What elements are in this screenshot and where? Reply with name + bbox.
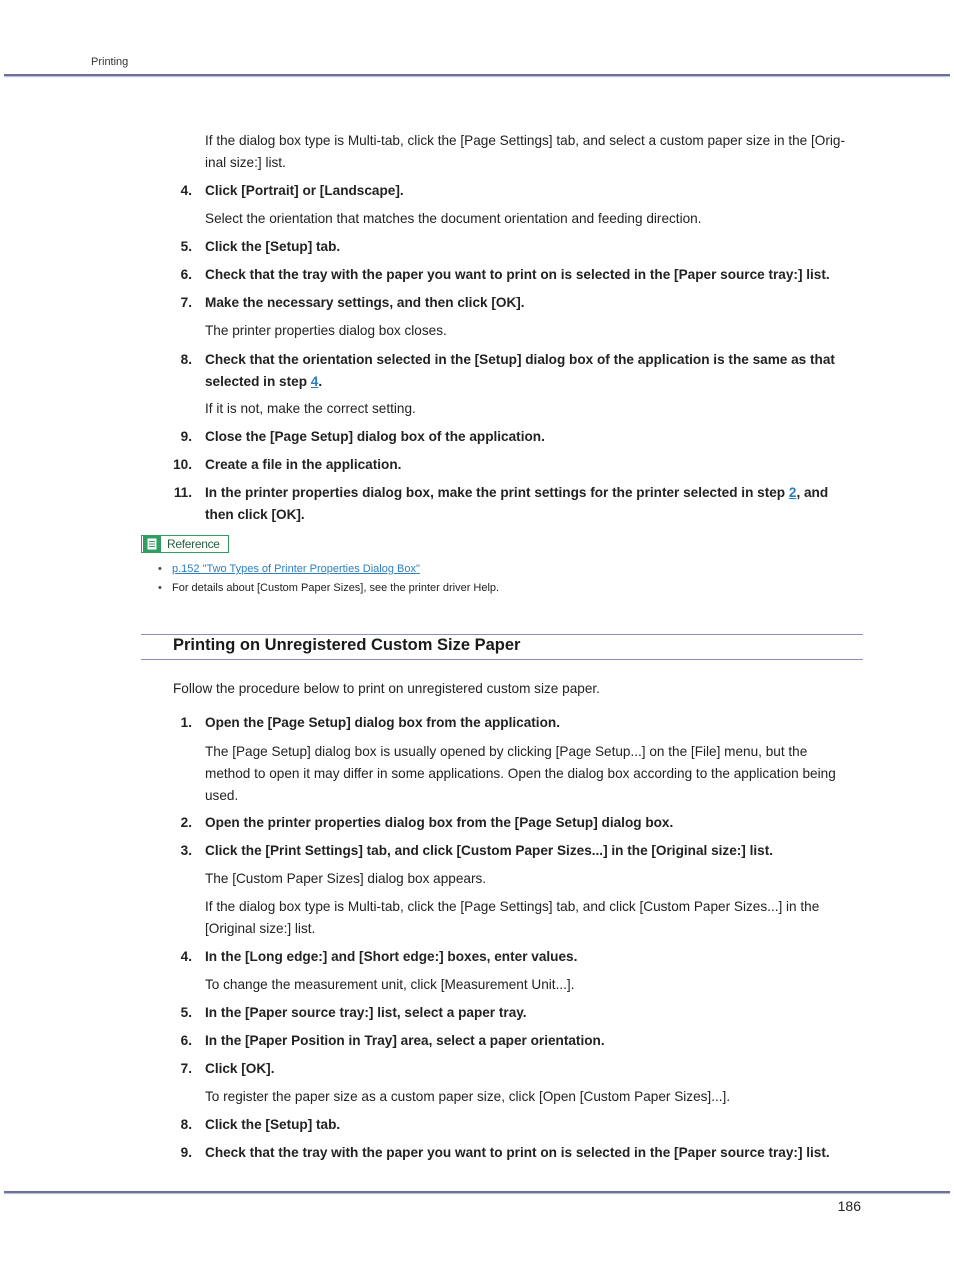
step-text-fragment: In the printer properties dialog box, make the print settings for the printer selected in step xyxy=(205,485,789,500)
reference-label: Reference xyxy=(167,537,220,551)
step-text: Create a file in the application. xyxy=(205,457,402,472)
step-number: 8. xyxy=(180,1117,192,1132)
step-text: Close the [Page Setup] dialog box of the application. xyxy=(205,429,545,444)
step-text: Check that the tray with the paper you want to print on is selected in the [Paper source tray:] list. xyxy=(205,267,830,282)
step-number: 2. xyxy=(180,815,192,830)
step-text xyxy=(205,349,865,393)
reference-list xyxy=(158,560,858,598)
step-text: Click [OK]. xyxy=(205,1061,275,1076)
footer-divider xyxy=(4,1191,950,1193)
reference-item xyxy=(158,560,858,579)
step-text: Open the [Page Setup] dialog box from the application. xyxy=(205,715,560,730)
step-note: To register the paper size as a custom paper size, click [Open [Custom Paper Sizes]...]. xyxy=(205,1089,731,1104)
step-note-line: The [Page Setup] dialog box is usually opened by clicking [Page Setup...] on the [File] menu, but the xyxy=(205,744,808,759)
step-number: 7. xyxy=(180,295,192,310)
step-number: 9. xyxy=(180,429,192,444)
step-text-line xyxy=(205,371,865,393)
step-text: Click the [Print Settings] tab, and click [Custom Paper Sizes...] in the [Original size:] list. xyxy=(205,843,774,858)
reference-badge xyxy=(141,535,229,553)
section-divider xyxy=(141,634,863,635)
step-number: 4. xyxy=(180,949,192,964)
intro-paragraph xyxy=(205,130,865,174)
section-intro: Follow the procedure below to print on unregistered custom size paper. xyxy=(173,681,600,696)
step-number: 4. xyxy=(180,183,192,198)
section-divider xyxy=(141,659,863,660)
step-note: Select the orientation that matches the document orientation and feeding direction. xyxy=(205,211,702,226)
reference-item xyxy=(158,579,858,598)
step-number: 10. xyxy=(173,457,192,472)
step-text: Click the [Setup] tab. xyxy=(205,1117,341,1132)
step-note: To change the measurement unit, click [Measurement Unit...]. xyxy=(205,977,575,992)
reference-text: For details about [Custom Paper Sizes], see the printer driver Help. xyxy=(172,582,500,594)
step-text-fragment: . xyxy=(318,374,323,389)
step-note-line: If the dialog box type is Multi-tab, click the [Page Settings] tab, and click [Custom Paper Sizes...] in the xyxy=(205,899,820,914)
step-text: In the [Paper source tray:] list, select a paper tray. xyxy=(205,1005,527,1020)
step-note-line: method to open it may differ in some applications. Open the dialog box according to the application being xyxy=(205,766,836,781)
step-number: 5. xyxy=(180,1005,192,1020)
step-note-line: used. xyxy=(205,788,239,803)
document-icon xyxy=(143,536,161,552)
step-text-line xyxy=(205,482,865,504)
step-text-fragment: , and xyxy=(796,485,829,500)
step-note: If it is not, make the correct setting. xyxy=(205,401,416,416)
step-number: 6. xyxy=(180,267,192,282)
step-text: Check that the tray with the paper you want to print on is selected in the [Paper source tray:] list. xyxy=(205,1145,830,1160)
intro-line: If the dialog box type is Multi-tab, click the [Page Settings] tab, and select a custom paper size in the [Orig- xyxy=(205,133,845,148)
step-text: In the [Paper Position in Tray] area, select a paper orientation. xyxy=(205,1033,605,1048)
step-text-fragment: selected in step xyxy=(205,374,311,389)
step-text: In the [Long edge:] and [Short edge:] boxes, enter values. xyxy=(205,949,578,964)
step-number: 11. xyxy=(173,485,192,500)
step-note: The printer properties dialog box closes. xyxy=(205,323,447,338)
step-note: The [Custom Paper Sizes] dialog box appears. xyxy=(205,871,487,886)
step-number: 6. xyxy=(180,1033,192,1048)
step-note-line: [Original size:] list. xyxy=(205,921,316,936)
step-text: Click the [Setup] tab. xyxy=(205,239,341,254)
step-text xyxy=(205,482,865,526)
section-title: Printing on Unregistered Custom Size Paper xyxy=(173,636,521,654)
intro-line: inal size:] list. xyxy=(205,155,286,170)
step-number: 9. xyxy=(180,1145,192,1160)
page-number: 186 xyxy=(837,1198,861,1214)
step-text-line: Check that the orientation selected in the [Setup] dialog box of the application is the same as that xyxy=(205,352,835,367)
step-text-line: then click [OK]. xyxy=(205,507,305,522)
step-reference-link[interactable]: 2 xyxy=(788,485,797,500)
reference-link[interactable]: p.152 "Two Types of Printer Properties Dialog Box" xyxy=(172,563,420,575)
step-text: Click [Portrait] or [Landscape]. xyxy=(205,183,404,198)
header-divider xyxy=(4,74,950,76)
running-header: Printing xyxy=(91,56,129,68)
step-text: Make the necessary settings, and then click [OK]. xyxy=(205,295,525,310)
step-number: 8. xyxy=(180,352,192,367)
step-reference-link[interactable]: 4 xyxy=(310,374,319,389)
step-number: 7. xyxy=(180,1061,192,1076)
step-number: 3. xyxy=(180,843,192,858)
step-text: Open the printer properties dialog box from the [Page Setup] dialog box. xyxy=(205,815,674,830)
step-note xyxy=(205,896,865,940)
step-note xyxy=(205,741,865,807)
step-number: 5. xyxy=(180,239,192,254)
step-number: 1. xyxy=(180,715,192,730)
